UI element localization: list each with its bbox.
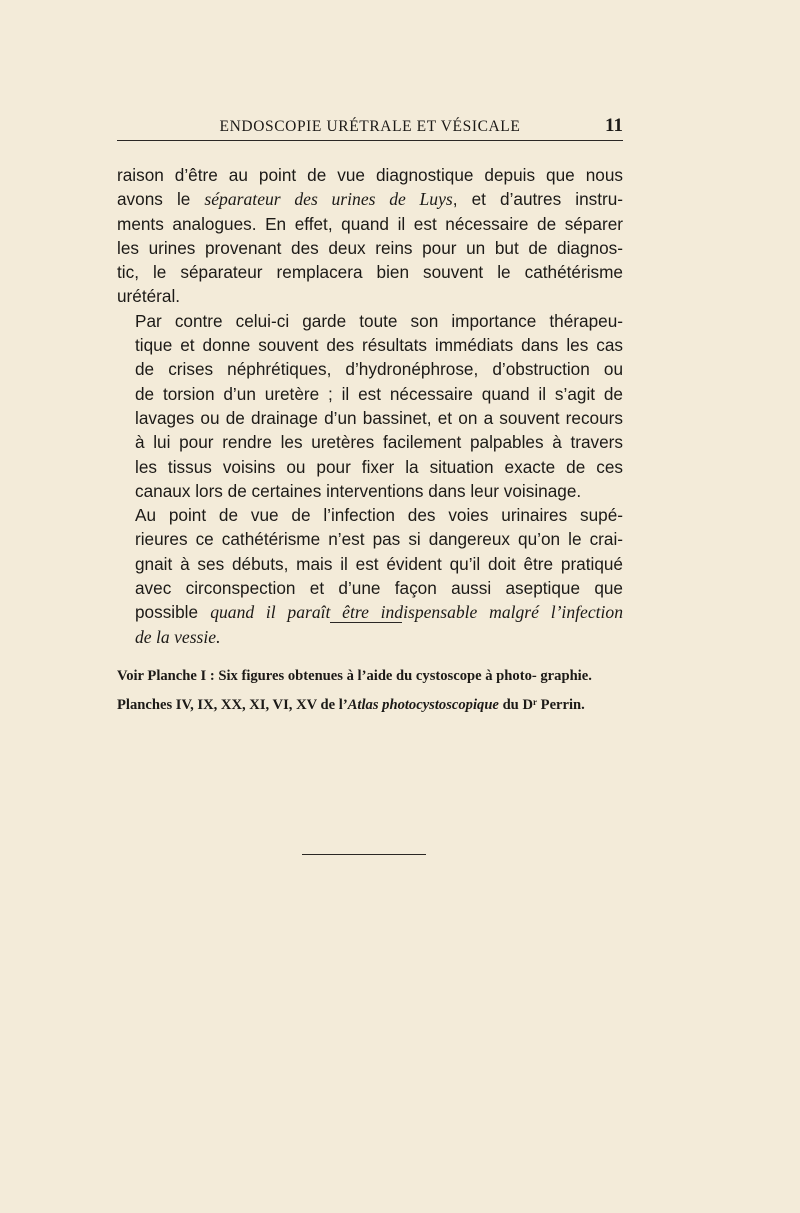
note-plates-atlas (117, 693, 623, 715)
header-title: ENDOSCOPIE URÉTRALE ET VÉSICALE (219, 118, 521, 135)
text-line: urétéral. (117, 286, 181, 307)
note-atlas-prefix: Planches IV, IX, XX, XI, VI, XV de l’ (117, 697, 348, 713)
text-line: possible quand il paraît être indispensable malgré l’infection (135, 602, 623, 623)
text-line: avec circonspection et d’une façon aussi aseptique que (135, 578, 623, 599)
text-line: tique et donne souvent des résultats immédiats dans les cas (135, 335, 623, 356)
note-plate-1 (117, 667, 623, 686)
text-line: à lui pour rendre les uretères facilement palpables à travers (135, 432, 623, 453)
text-line: les tissus voisins ou pour fixer la situation exacte de ces (135, 456, 623, 477)
note-plate-1-text: Voir Planche I : Six figures obtenues à l’aide du cystoscope à photo- graphie. (117, 668, 592, 684)
text-line: Au point de vue de l’infection des voies urinaires supé- (135, 505, 623, 526)
section-divider (330, 622, 402, 623)
text-line: de torsion d’un uretère ; il est nécessaire quand il s’agit de (135, 383, 623, 404)
doctor-abbrev-sup: r (533, 697, 537, 707)
text-line: ments analogues. En effet, quand il est nécessaire de séparer (117, 213, 623, 234)
text-line (117, 625, 623, 649)
italic-phrase: de la vessie. (135, 626, 221, 647)
text-line: lavages ou de drainage d’un bassinet, et on a souvent recours (135, 407, 623, 428)
page-number: 11 (605, 115, 623, 136)
text-line: tic, le séparateur remplacera bien souvent le cathétérisme (117, 262, 623, 283)
text-line: rieures ce cathétérisme n’est pas si dangereux qu’on le crai- (135, 529, 623, 550)
text-line: Par contre celui-ci garde toute son importance thérapeu- (135, 310, 623, 331)
text-line: avons le séparateur des urines de Luys, et d’autres instru- (117, 189, 624, 210)
text-line: de crises néphrétiques, d’hydronéphrose, d’obstruction ou (135, 359, 623, 380)
paragraph (117, 309, 623, 503)
text-line: les urines provenant des deux reins pour un but de diagnos- (117, 237, 623, 258)
text-line: raison d’être au point de vue diagnostique depuis que nous (117, 165, 623, 185)
text-line: gnait à ses débuts, mais il est évident qu’il doit être pratiqué (135, 553, 623, 574)
paragraph (117, 163, 623, 309)
atlas-title: Atlas photocystoscopique (347, 697, 499, 713)
note-atlas-mid: du D (498, 697, 533, 713)
plate-notes (117, 667, 623, 722)
italic-phrase: quand il paraît être indispensable malgré l’infection (210, 602, 623, 623)
italic-phrase: séparateur des urines de Luys (204, 189, 453, 210)
running-header (117, 115, 623, 141)
note-atlas-suffix: Perrin. (537, 697, 585, 713)
paragraph (117, 503, 623, 649)
main-text (117, 163, 623, 649)
text-line: canaux lors de certaines interventions dans leur voisinage. (135, 480, 582, 501)
end-divider (302, 854, 426, 855)
